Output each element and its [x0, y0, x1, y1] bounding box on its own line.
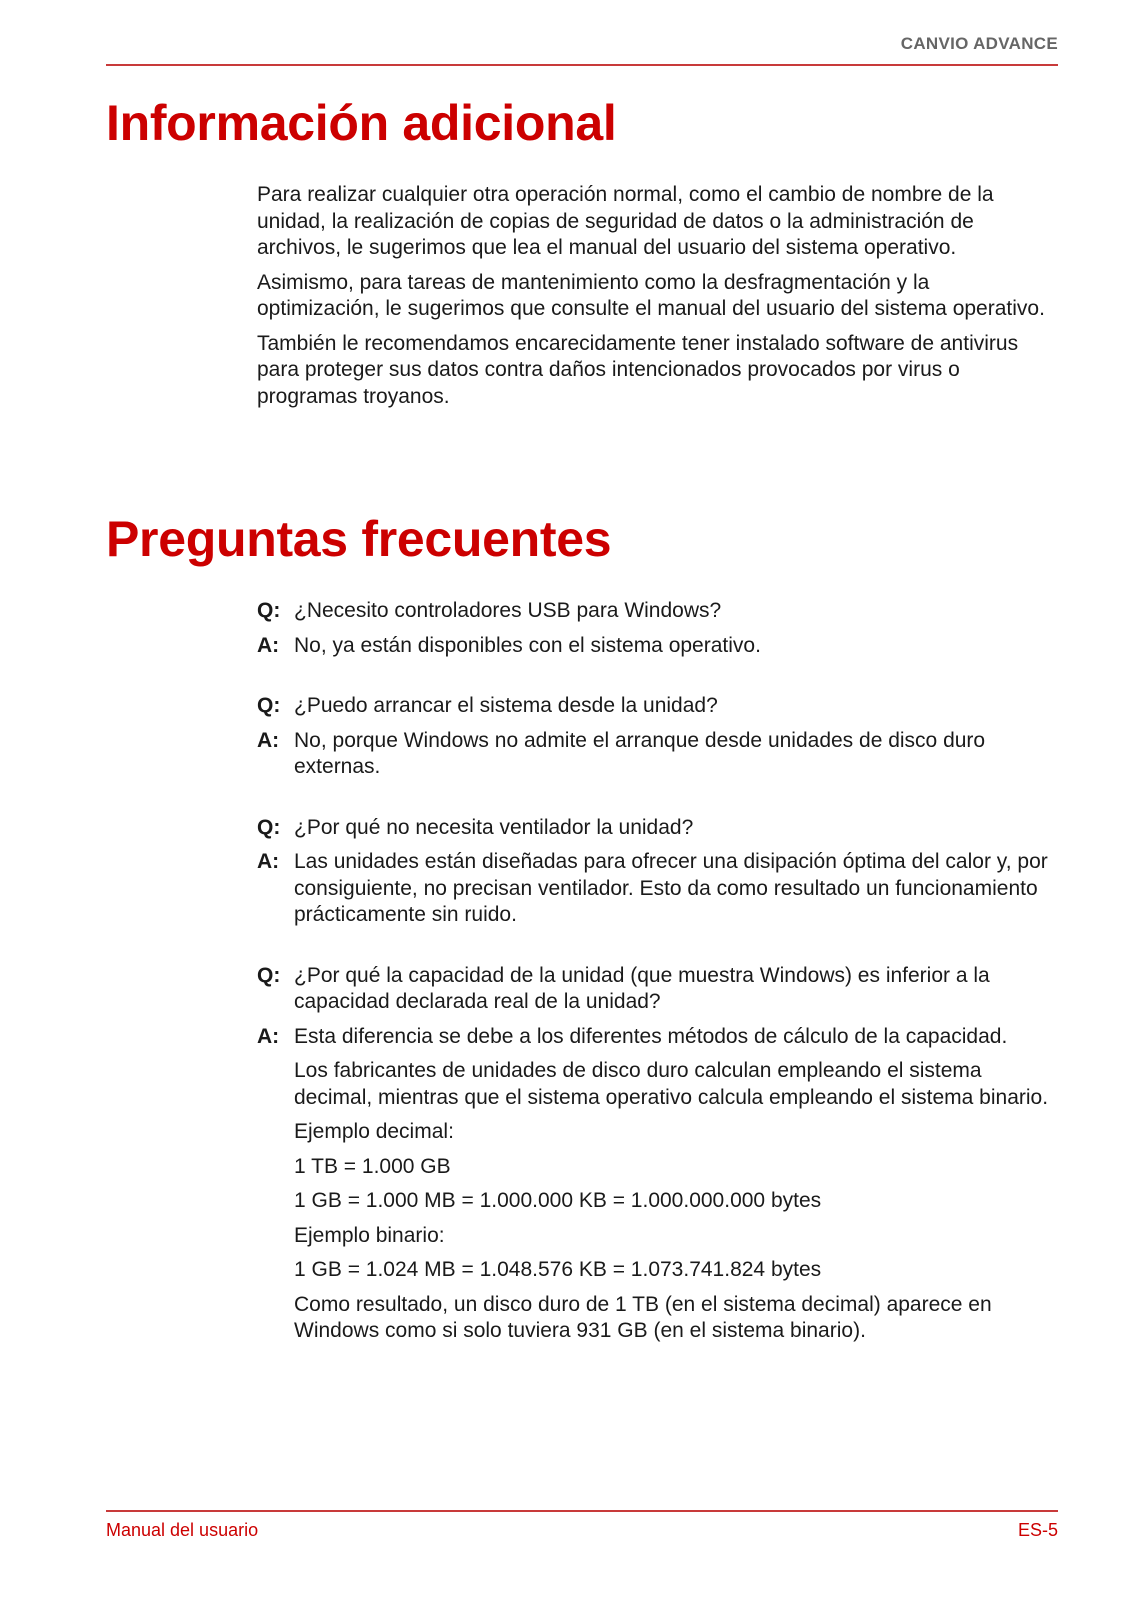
question-row — [257, 963, 1057, 1016]
section-title-preguntas: Preguntas frecuentes — [106, 511, 612, 567]
answer-text: Esta diferencia se debe a los diferentes métodos de cálculo de la capacidad. — [294, 1024, 1008, 1048]
running-header: CANVIO ADVANCE — [900, 34, 1058, 53]
header-rule — [106, 64, 1058, 66]
answer-paragraph: 1 GB = 1.024 MB = 1.048.576 KB = 1.073.741.824 bytes — [294, 1258, 822, 1281]
question-text: ¿Por qué la capacidad de la unidad (que muestra Windows) es inferior a la capacidad declarada real de la unidad? — [294, 963, 990, 1013]
page-number: ES-5 — [1017, 1520, 1058, 1540]
answer-label: A: — [257, 1024, 280, 1048]
answer-paragraph: 1 GB = 1.000 MB = 1.000.000 KB = 1.000.000.000 bytes — [294, 1189, 822, 1212]
faq-item — [257, 815, 1057, 929]
answer-label: A: — [257, 728, 280, 752]
question-row — [257, 693, 1057, 720]
answer-row — [257, 849, 1057, 929]
question-label: Q: — [257, 599, 281, 622]
paragraph: Para realizar cualquier otra operación normal, como el cambio de nombre de la unidad, la realización de copias de seguridad de datos o la administración de archivos, le sugerimos que lea el manual del usuario del sistema operativo. — [257, 183, 994, 259]
footer-rule — [106, 1510, 1058, 1512]
footer-manual-title: Manual del usuario — [106, 1520, 259, 1540]
question-text: ¿Puedo arrancar el sistema desde la unidad? — [294, 694, 718, 717]
answer-row — [257, 728, 1057, 781]
question-text: ¿Por qué no necesita ventilador la unidad? — [294, 815, 694, 839]
answer-row — [257, 633, 1057, 660]
question-row — [257, 598, 1057, 625]
answer-details — [294, 1058, 1057, 1345]
answer-paragraph: 1 TB = 1.000 GB — [294, 1154, 451, 1178]
question-label: Q: — [257, 694, 281, 717]
answer-paragraph: Como resultado, un disco duro de 1 TB (en el sistema decimal) aparece en Windows como si solo tuviera 931 GB (en el sistema binario). — [294, 1292, 992, 1342]
question-label: Q: — [257, 963, 281, 987]
question-label: Q: — [257, 815, 281, 839]
answer-label: A: — [257, 633, 280, 657]
faq-list — [257, 598, 1057, 1353]
question-text: ¿Necesito controladores USB para Windows? — [294, 599, 722, 622]
answer-text: No, porque Windows no admite el arranque desde unidades de disco duro externas. — [294, 728, 986, 778]
section-title-informacion: Información adicional — [106, 95, 617, 151]
answer-text: No, ya están disponibles con el sistema operativo. — [294, 633, 761, 657]
paragraph: También le recomendamos encarecidamente tener instalado software de antivirus para proteger sus datos contra daños intencionados provocados por virus o programas troyanos. — [257, 331, 1019, 408]
paragraph: Asimismo, para tareas de mantenimiento como la desfragmentación y la optimización, le sugerimos que consulte el manual del usuario del sistema operativo. — [257, 270, 1045, 320]
question-row — [257, 815, 1057, 842]
answer-label: A: — [257, 850, 280, 873]
answer-paragraph: Ejemplo decimal: — [294, 1120, 454, 1143]
answer-text: Las unidades están diseñadas para ofrecer una disipación óptima del calor y, por consiguiente, no precisan ventilador. Esto da como resultado un funcionamiento prácticamente sin ruido. — [294, 850, 1048, 926]
answer-paragraph: Los fabricantes de unidades de disco duro calculan empleando el sistema decimal, mientras que el sistema operativo calcula empleando el sistema binario. — [294, 1059, 1049, 1109]
answer-row — [257, 1024, 1057, 1051]
faq-item — [257, 693, 1057, 781]
intro-body — [257, 182, 1057, 418]
answer-paragraph: Ejemplo binario: — [294, 1223, 445, 1247]
faq-item — [257, 963, 1057, 1345]
faq-item — [257, 598, 1057, 659]
